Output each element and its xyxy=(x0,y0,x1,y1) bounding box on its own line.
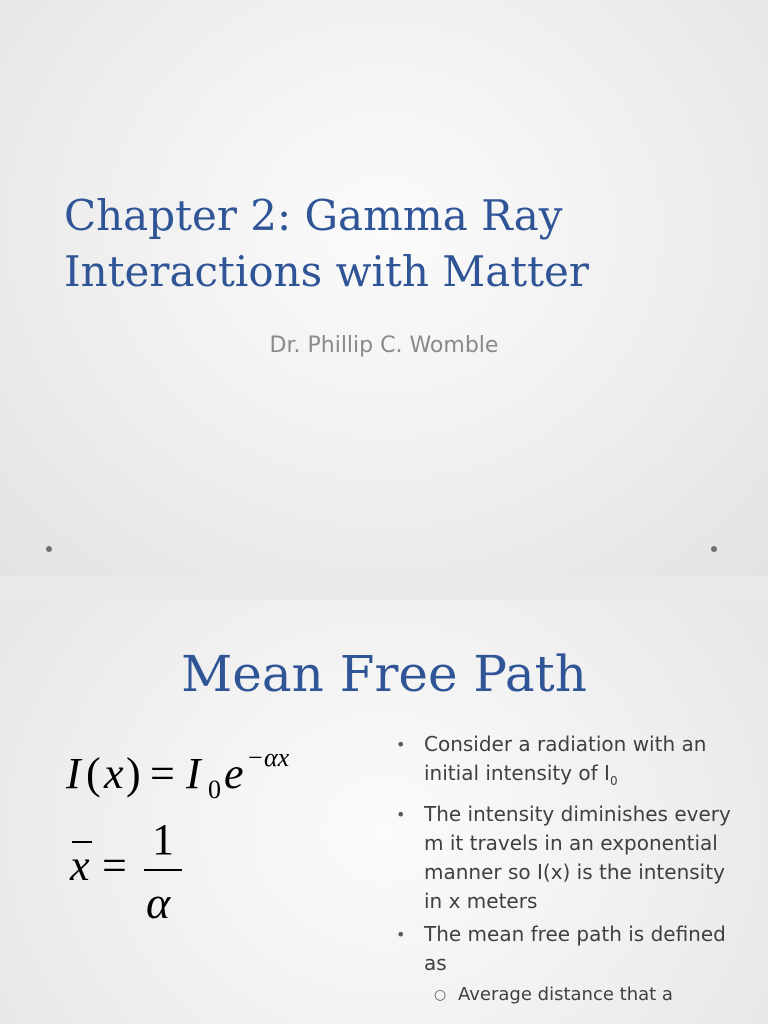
eq-close-paren: ) xyxy=(126,749,141,798)
bullet-marker: • xyxy=(396,925,406,944)
title-line-2: Interactions with Matter xyxy=(64,247,589,296)
eq-numerator-one: 1 xyxy=(152,815,174,864)
bullet-marker: • xyxy=(396,735,406,754)
equation-image xyxy=(62,736,362,936)
slide-heading: Mean Free Path xyxy=(181,645,587,703)
bullet-text-3: The mean free path is defined as xyxy=(424,922,726,975)
slide-author: Dr. Phillip C. Womble xyxy=(269,333,499,358)
eq-denominator-alpha: α xyxy=(146,877,171,928)
sub-bullet-text-1: Average distance that a xyxy=(458,984,673,1005)
eq-xbar-var: x xyxy=(70,841,90,890)
eq-intensity-term: I xyxy=(66,749,81,798)
eq-x-var: x xyxy=(104,749,124,798)
slide-nav-dot-right[interactable] xyxy=(711,546,717,552)
eq-exponent-minus: − xyxy=(248,743,263,772)
bullet-list xyxy=(394,730,744,1008)
slide-nav-dot-left[interactable] xyxy=(46,546,52,552)
bullet-item-3 xyxy=(394,920,744,978)
eq-i0-subscript: 0 xyxy=(208,775,221,804)
bullet-item-1 xyxy=(394,730,744,796)
slide-mean-free-path xyxy=(0,600,768,1024)
equation-svg xyxy=(62,736,362,936)
bullet-text-2: The intensity diminishes every m it travels in an exponential manner so I(x) is the intensity in x meters xyxy=(424,802,731,913)
eq-equals-2: = xyxy=(102,841,127,890)
eq-i0-term: I xyxy=(186,749,201,798)
sub-bullet-item-1 xyxy=(394,982,744,1008)
eq-equals-1: = xyxy=(150,749,175,798)
eq-open-paren: ( xyxy=(86,749,101,798)
bullet-text-1: Consider a radiation with an initial intensity of I xyxy=(424,732,707,785)
eq-exponent-alpha-x: αx xyxy=(264,743,290,772)
sub-bullet-marker: ○ xyxy=(434,987,447,1003)
slide-title-heading xyxy=(64,188,724,300)
title-line-1: Chapter 2: Gamma Ray xyxy=(64,191,563,240)
bullet-item-2 xyxy=(394,800,744,916)
eq-e-base: e xyxy=(224,749,244,798)
bullet-text-1-subscript: 0 xyxy=(609,774,618,788)
bullet-marker: • xyxy=(396,805,406,824)
